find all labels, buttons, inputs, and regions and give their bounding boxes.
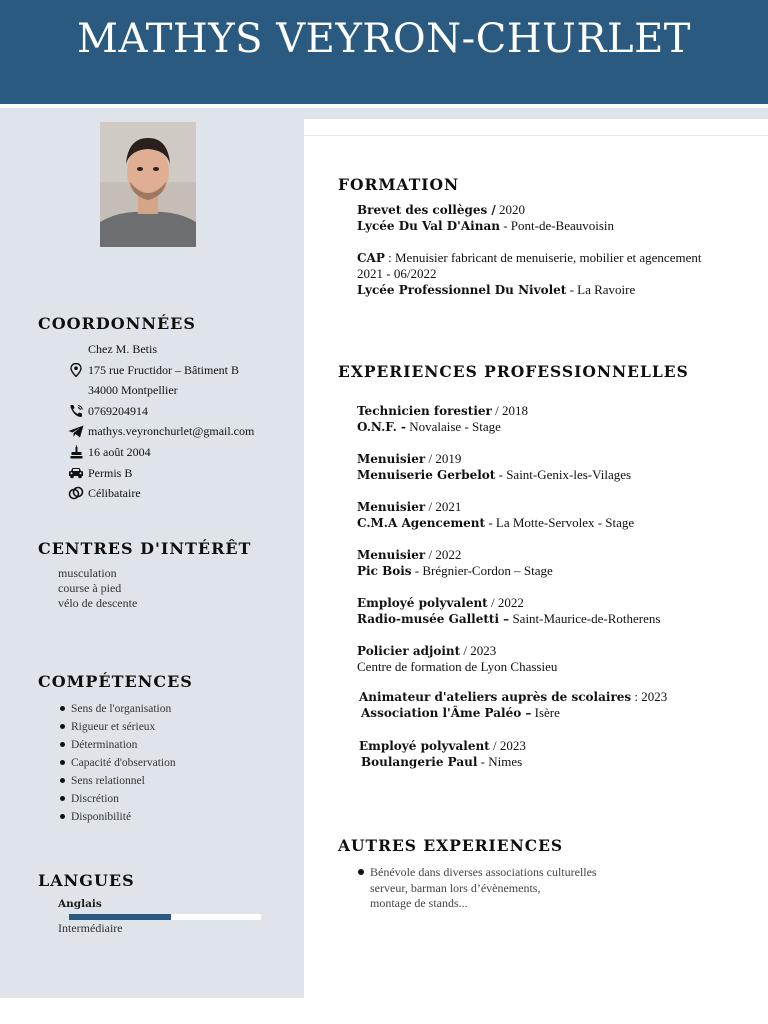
- paper-plane-icon: [68, 424, 84, 438]
- bullet-icon: [358, 869, 364, 875]
- skill-item: Disponibilité: [58, 809, 176, 827]
- other-experiences-heading: AUTRES EXPERIENCES: [338, 836, 564, 855]
- language-level-bar: [69, 914, 261, 920]
- job-detail: Saint-Maurice-de-Rotherens: [509, 611, 661, 626]
- other-experiences-text: [370, 865, 597, 912]
- header-banner: [0, 0, 768, 104]
- job-title: Technicien forestier: [357, 404, 492, 418]
- job-date: / 2022: [487, 595, 524, 610]
- formation-year: 2020: [495, 202, 526, 217]
- job-title: Menuisier: [357, 548, 426, 562]
- job-organization: O.N.F. -: [357, 420, 406, 434]
- profile-photo: [100, 122, 196, 247]
- skills-list: [58, 701, 176, 827]
- contact-license: [68, 464, 298, 485]
- job-organization: C.M.A Agencement: [357, 516, 486, 530]
- job-date: / 2021: [425, 499, 462, 514]
- job-title: Menuisier: [357, 452, 426, 466]
- contact-heading: COORDONNÉES: [38, 314, 196, 333]
- contact-text: 175 rue Fructidor – Bâtiment B: [88, 362, 239, 377]
- contact-text: mathys.veyronchurlet@gmail.com: [88, 424, 255, 439]
- formation-diploma: CAP: [357, 251, 385, 265]
- skill-item: Détermination: [58, 737, 176, 755]
- job-title: Policier adjoint: [357, 644, 461, 658]
- contact-text: 16 août 2004: [88, 444, 151, 459]
- formation-heading: FORMATION: [338, 175, 460, 194]
- job-detail: - La Motte-Servolex - Stage: [485, 515, 635, 530]
- job-title: Menuisier: [357, 500, 426, 514]
- formation-location: - Pont-de-Beauvoisin: [499, 218, 615, 233]
- skill-item: Rigueur et sérieux: [58, 719, 176, 737]
- job-organization: Association l'Âme Paléo –: [361, 706, 532, 720]
- interest-item: vélo de descente: [58, 596, 138, 610]
- language-level-fill: [69, 914, 171, 920]
- experiences-heading: EXPERIENCES PROFESSIONNELLES: [338, 362, 689, 381]
- interest-item: musculation: [58, 566, 117, 580]
- contact-text: Permis B: [88, 465, 133, 480]
- experience-entry: [357, 595, 660, 627]
- formation-location: - La Ravoire: [566, 282, 636, 297]
- contact-text: 34000 Montpellier: [88, 383, 178, 398]
- contact-birthdate: [68, 443, 298, 464]
- language-name: Anglais: [58, 898, 102, 910]
- contact-list: [68, 340, 298, 505]
- top-strip: [304, 108, 768, 119]
- job-detail: - Brégnier-Cordon – Stage: [411, 563, 553, 578]
- car-icon: [68, 466, 84, 480]
- job-detail: - Saint-Genix-les-Vilages: [495, 467, 632, 482]
- interests-list: [58, 566, 137, 611]
- job-title: Employé polyvalent: [357, 596, 488, 610]
- phone-icon: [68, 404, 84, 418]
- formation-school: Lycée Du Val D'Ainan: [357, 219, 500, 233]
- location-pin-icon: [68, 363, 84, 377]
- job-organization: Menuiserie Gerbelot: [357, 468, 496, 482]
- contact-email: [68, 422, 298, 443]
- job-date: : 2023: [631, 689, 668, 704]
- experience-entry: [357, 499, 634, 531]
- formation-diploma: Brevet des collèges /: [357, 203, 496, 217]
- job-detail: Novalaise - Stage: [405, 419, 501, 434]
- experience-entry: [357, 451, 631, 483]
- divider: [304, 135, 768, 136]
- formation-dates: 2021 - 06/2022: [357, 266, 437, 281]
- skill-item: Discrétion: [58, 791, 176, 809]
- job-date: / 2022: [425, 547, 462, 562]
- job-date: / 2019: [425, 451, 462, 466]
- formation-entry: [357, 202, 614, 234]
- language-level: Intermédiaire: [58, 921, 123, 935]
- skill-item: Sens relationnel: [58, 773, 176, 791]
- birthday-cake-icon: [68, 445, 84, 459]
- contact-phone: [68, 402, 298, 423]
- contact-address-line: [68, 340, 298, 361]
- skill-item: Sens de l'organisation: [58, 701, 176, 719]
- contact-text: 0769204914: [88, 403, 148, 418]
- skills-heading: COMPÉTENCES: [38, 672, 193, 691]
- formation-school: Lycée Professionnel Du Nivolet: [357, 283, 567, 297]
- experience-entry: [357, 643, 557, 675]
- job-date: / 2023: [460, 643, 497, 658]
- job-date: / 2018: [491, 403, 528, 418]
- rings-icon: [68, 486, 84, 500]
- interest-item: course à pied: [58, 581, 122, 595]
- job-title: Employé polyvalent: [359, 739, 490, 753]
- job-detail: Isère: [531, 705, 560, 720]
- other-experience-line: montage de stands...: [370, 896, 468, 910]
- contact-city: [68, 381, 298, 402]
- other-experience-line: Bénévole dans diverses associations culturelles: [370, 865, 597, 879]
- candidate-name: MATHYS VEYRON-CHURLET: [77, 16, 691, 62]
- formation-entry: [357, 250, 701, 298]
- interests-heading: CENTRES D'INTÉRÊT: [38, 539, 252, 558]
- contact-address: [68, 361, 298, 382]
- contact-text: Chez M. Betis: [88, 342, 157, 356]
- job-date: / 2023: [489, 738, 526, 753]
- experience-entry: [359, 738, 526, 770]
- other-experience-line: serveur, barman lors d’évènements,: [370, 880, 541, 895]
- experience-entry: [359, 689, 667, 721]
- contact-text: Célibataire: [88, 486, 141, 501]
- languages-heading: LANGUES: [38, 871, 135, 890]
- formation-description: : Menuisier fabricant de menuiserie, mobilier et agencement: [384, 250, 702, 265]
- job-detail: - Nimes: [477, 754, 523, 769]
- job-organization: Boulangerie Paul: [361, 755, 478, 769]
- job-organization: Pic Bois: [357, 564, 412, 578]
- job-organization: Radio-musée Galletti –: [357, 612, 510, 626]
- skill-item: Capacité d'observation: [58, 755, 176, 773]
- job-detail: Centre de formation de Lyon Chassieu: [357, 659, 558, 674]
- experience-entry: [357, 403, 528, 435]
- experience-entry: [357, 547, 553, 579]
- job-title: Animateur d'ateliers auprès de scolaires: [359, 690, 632, 704]
- contact-marital-status: [68, 484, 298, 505]
